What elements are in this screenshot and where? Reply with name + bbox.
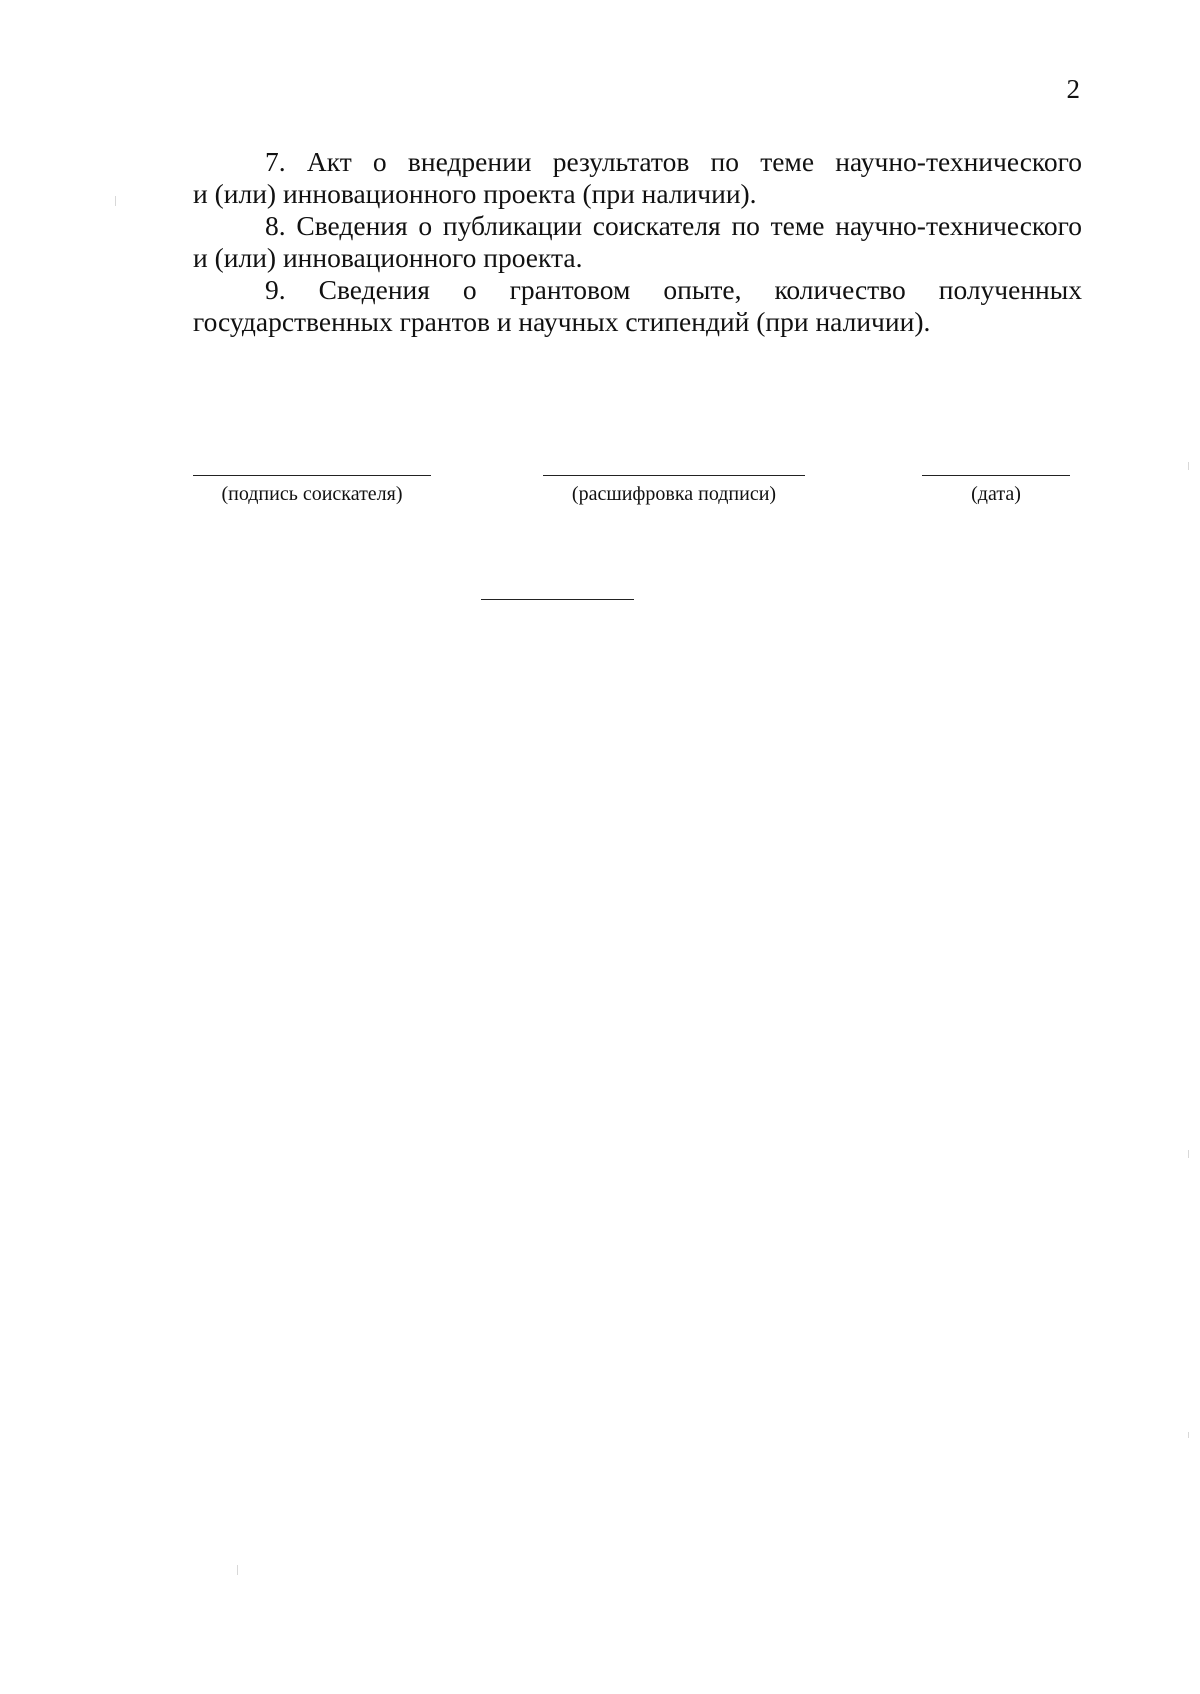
list-item-line: и (или) инновационного проекта. [193, 242, 583, 273]
scan-artifact [115, 196, 116, 206]
list-item [193, 210, 1082, 274]
date-caption: (дата) [971, 483, 1021, 505]
scan-artifact [237, 1565, 238, 1575]
signature-caption: (подпись соискателя) [221, 483, 403, 505]
list-item-line: 8. Сведения о публикации соискателя по теме научно-технического [265, 210, 1082, 241]
list-item-line: и (или) инновационного проекта (при наличии). [193, 178, 757, 209]
list-item-line: 7. Акт о внедрении результатов по теме научно-технического [265, 146, 1082, 177]
end-of-document-rule [481, 599, 634, 600]
list-item [193, 274, 1082, 338]
signature-decoding-line [543, 475, 805, 476]
scan-artifact [1188, 462, 1189, 470]
list-item-line: государственных грантов и научных стипендий (при наличии). [193, 306, 931, 337]
list-item [193, 146, 1082, 210]
signature-line [193, 475, 431, 476]
signature-decoding-caption: (расшифровка подписи) [571, 483, 777, 505]
list-item-line: 9. Сведения о грантовом опыте, количество полученных [265, 274, 1082, 305]
page-number: 2 [1066, 74, 1080, 104]
scan-artifact [1188, 1432, 1189, 1438]
document-body [193, 146, 1082, 338]
scan-artifact [1188, 1150, 1189, 1158]
date-line [922, 475, 1070, 476]
